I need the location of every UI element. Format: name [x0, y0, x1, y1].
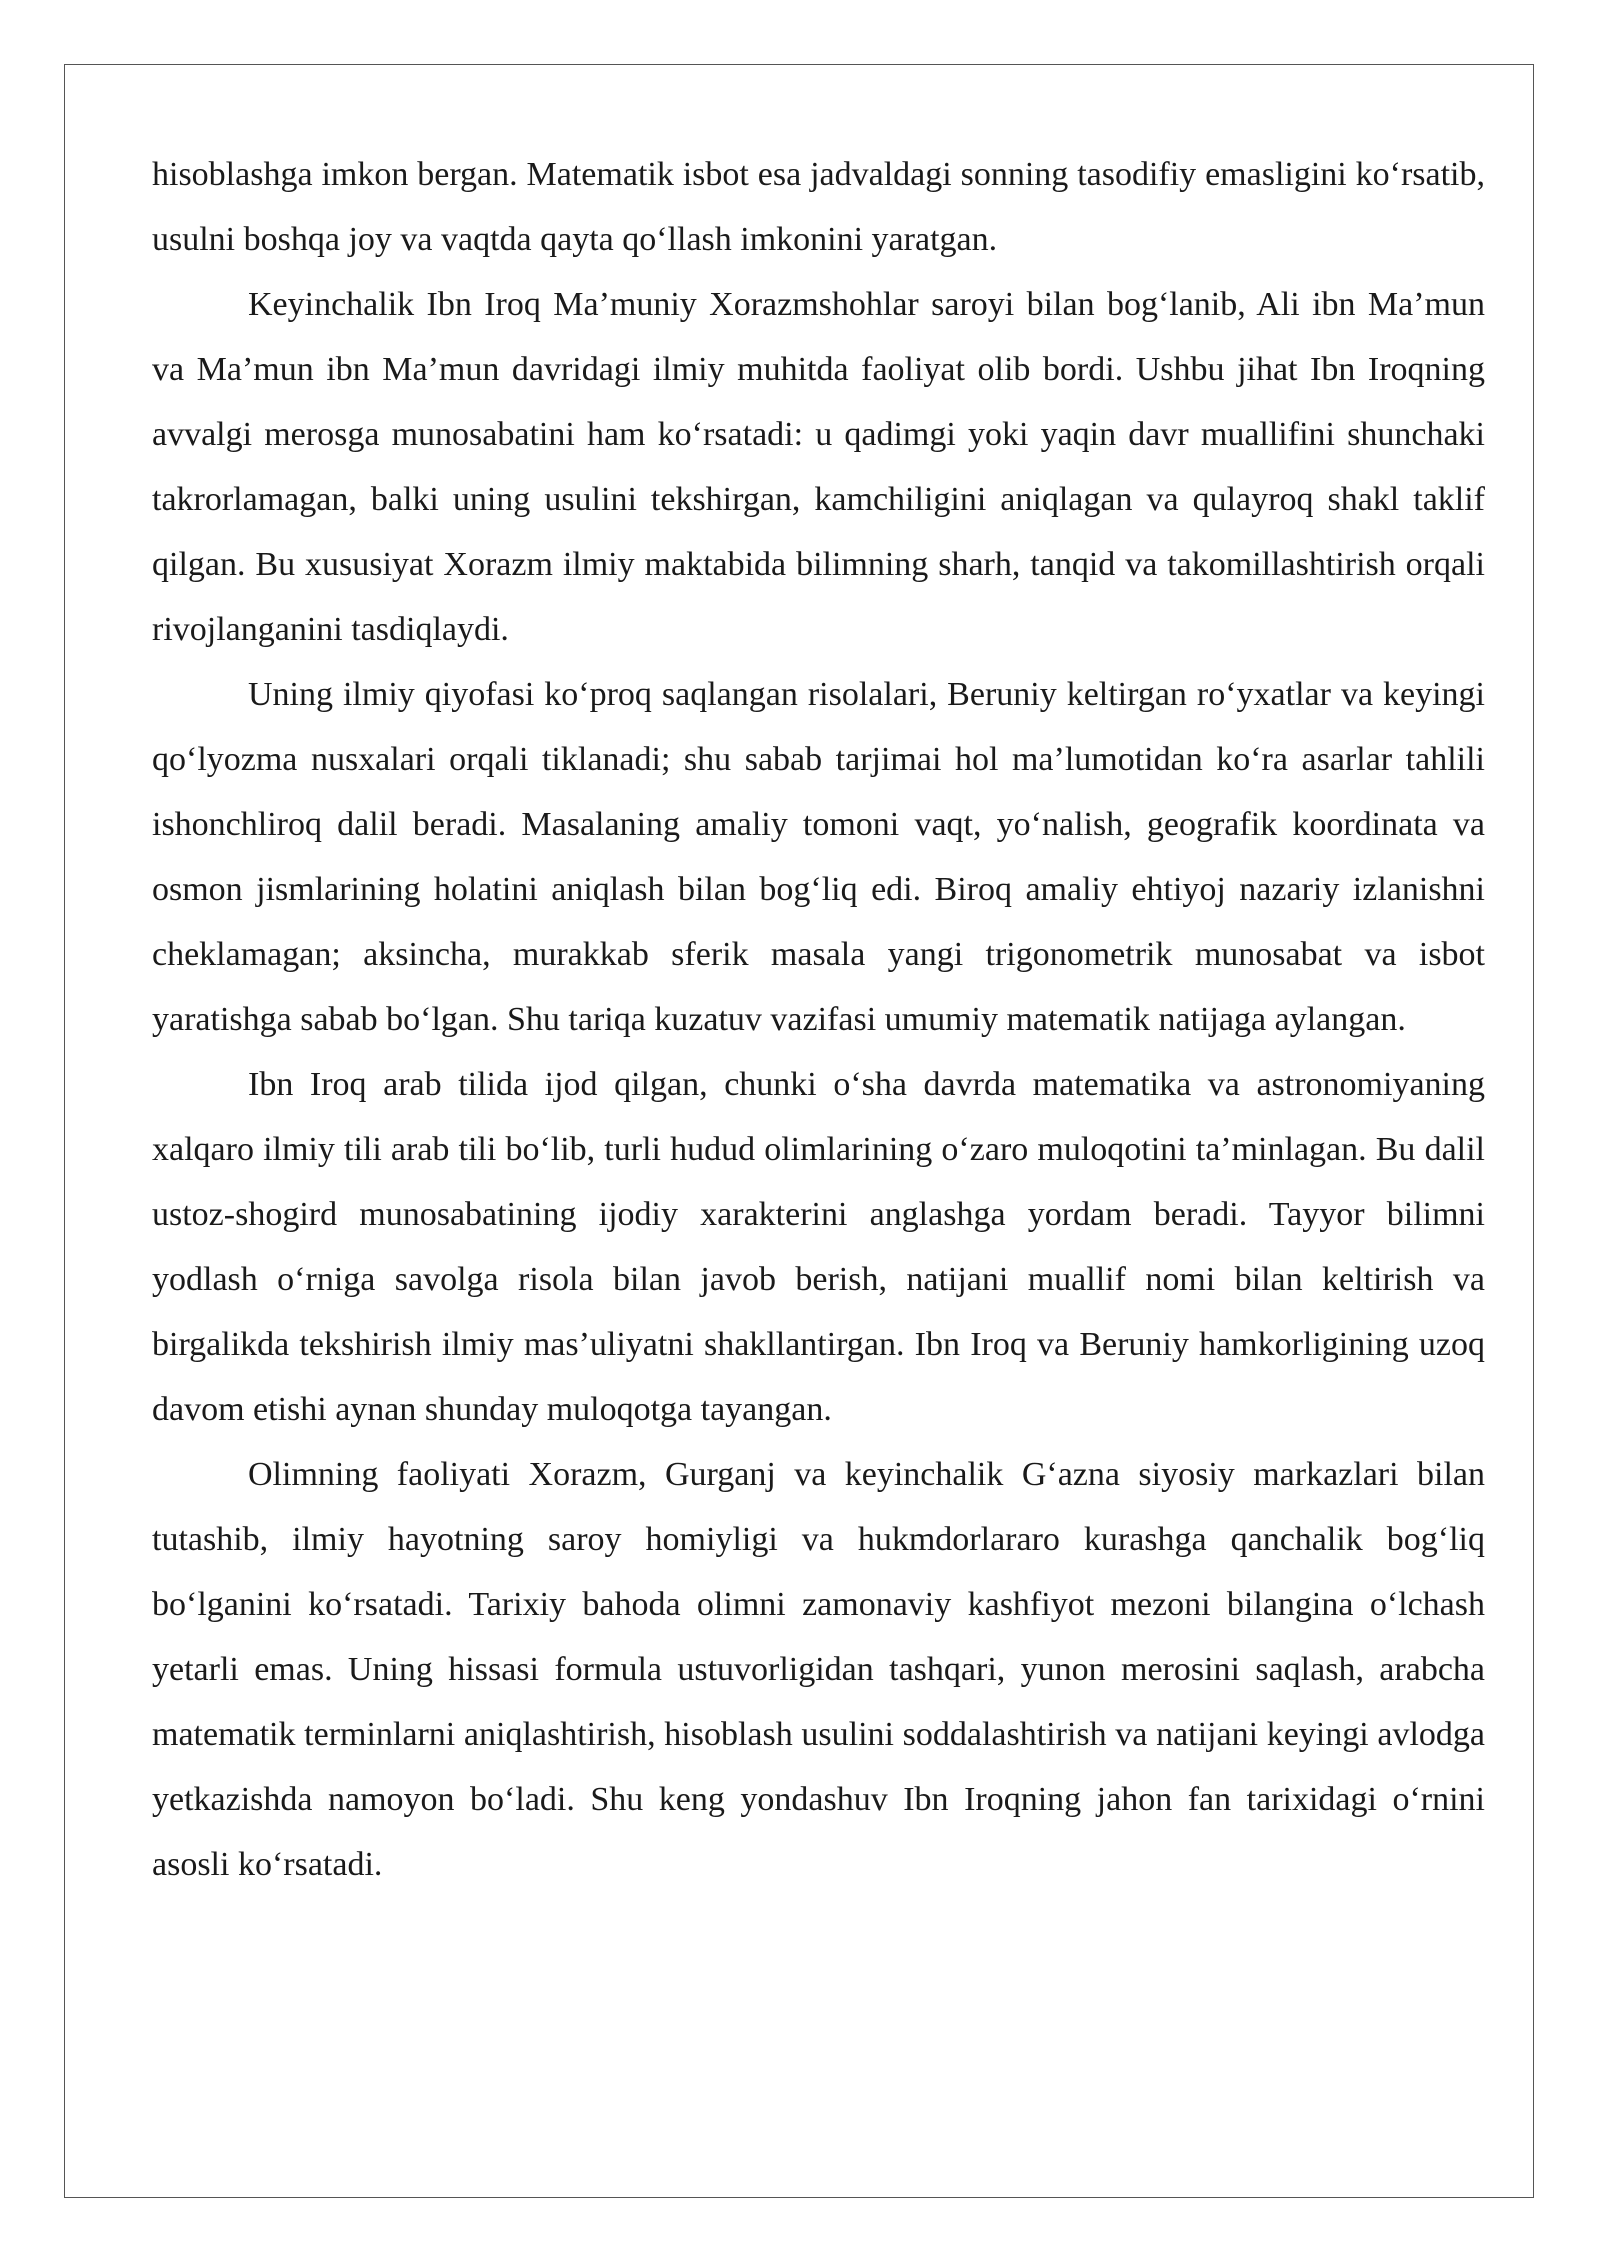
paragraph-continuation: hisoblashga imkon bergan. Matematik isbot esa jadvaldagi sonning tasodifiy emasligini ko‘rsatib, usulni boshqa joy va vaqtda qayta qo‘llash imkonini yaratgan.	[152, 156, 1485, 258]
document-body	[152, 142, 1485, 1897]
paragraph-ilmiy-qiyofasi: Uning ilmiy qiyofasi ko‘proq saqlangan risolalari, Beruniy keltirgan ro‘yxatlar va keyingi qo‘lyozma nusxalari orqali tiklanadi; shu sabab tarjimai hol ma’lumotidan ko‘ra asarlar tahlili ishonchliroq dalil beradi. Masalaning amaliy tomoni vaqt, yo‘nalish, geografik koordinata va osmon jismlarining holatini aniqlash bilan bog‘liq edi. Biroq amaliy ehtiyoj nazariy izlanishni cheklamagan; aksincha, murakkab sferik masala yangi trigonometrik munosabat va isbot yaratishga sabab bo‘lgan. Shu tariqa kuzatuv vazifasi umumiy matematik natijaga aylangan.	[152, 676, 1485, 1038]
paragraph-ibn-iroq-xorazmshohlar: Keyinchalik Ibn Iroq Ma’muniy Xorazmshohlar saroyi bilan bog‘lanib, Ali ibn Ma’mun va Ma’mun ibn Ma’mun davridagi ilmiy muhitda faoliyat olib bordi. Ushbu jihat Ibn Iroqning avvalgi merosga munosabatini ham ko‘rsatadi: u qadimgi yoki yaqin davr muallifini shunchaki takrorlamagan, balki uning usulini tekshirgan, kamchiligini aniqlagan va qulayroq shakl taklif qilgan. Bu xususiyat Xorazm ilmiy maktabida bilimning sharh, tanqid va takomillashtirish orqali rivojlanganini tasdiqlaydi.	[152, 286, 1485, 648]
paragraph-arab-tilida: Ibn Iroq arab tilida ijod qilgan, chunki o‘sha davrda matematika va astronomiyaning xalqaro ilmiy tili arab tili bo‘lib, turli hudud olimlarining o‘zaro muloqotini ta’minlagan. Bu dalil ustoz-shogird munosabatining ijodiy xarakterini anglashga yordam beradi. Tayyor bilimni yodlash o‘rniga savolga risola bilan javob berish, natijani muallif nomi bilan keltirish va birgalikda tekshirish ilmiy mas’uliyatni shakllantirgan. Ibn Iroq va Beruniy hamkorligining uzoq davom etishi aynan shunday muloqotga tayangan.	[152, 1066, 1485, 1428]
paragraph-olimning-faoliyati: Olimning faoliyati Xorazm, Gurganj va keyinchalik G‘azna siyosiy markazlari bilan tutashib, ilmiy hayotning saroy homiyligi va hukmdorlararo kurashga qanchalik bog‘liq bo‘lganini ko‘rsatadi. Tarixiy bahoda olimni zamonaviy kashfiyot mezoni bilangina o‘lchash yetarli emas. Uning hissasi formula ustuvorligidan tashqari, yunon merosini saqlash, arabcha matematik terminlarni aniqlashtirish, hisoblash usulini soddalashtirish va natijani keyingi avlodga yetkazishda namoyon bo‘ladi. Shu keng yondashuv Ibn Iroqning jahon fan tarixidagi o‘rnini asosli ko‘rsatadi.	[152, 1456, 1485, 1883]
